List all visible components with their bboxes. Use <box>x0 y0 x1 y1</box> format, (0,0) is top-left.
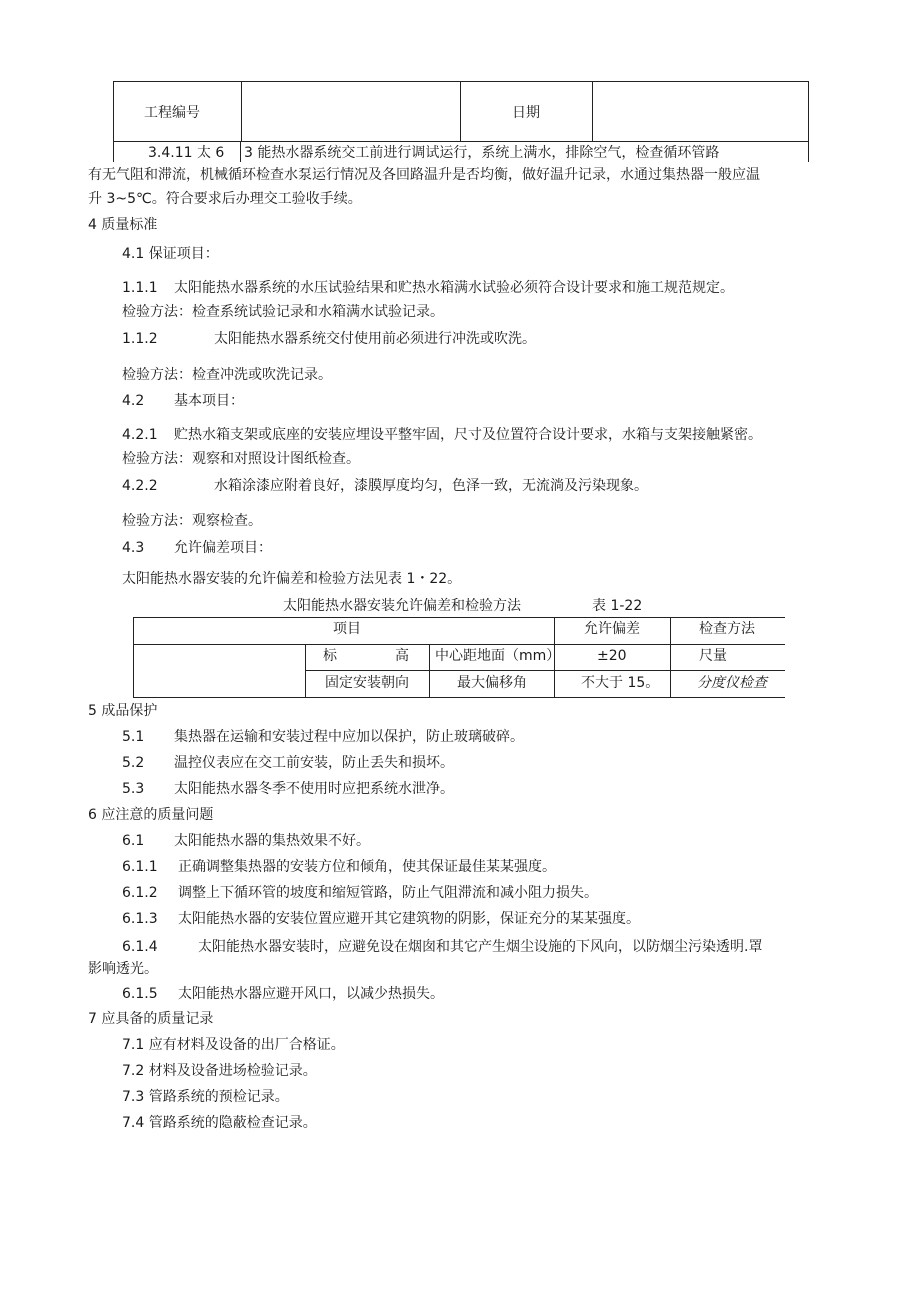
record-item: 7.4 管路系统的隐蔽检查记录。 <box>122 1115 317 1131</box>
item-text: 水箱涂漆应附着良好，漆膜厚度均匀，色泽一致，无流淌及污染现象。 <box>214 478 648 494</box>
section-number: 4.3 <box>122 540 145 556</box>
table-rule <box>133 617 134 697</box>
item-number: 6.1.4 <box>122 939 158 955</box>
item-text: 太阳能热水器安装时，应避免设在烟囱和其它产生烟尘设施的下风向，以防烟尘污染透明.罩 <box>198 939 763 955</box>
section-number: 4.2 <box>122 393 145 409</box>
item-text: 正确调整集热器的安装方位和倾角，使其保证最佳某某强度。 <box>178 859 556 875</box>
item-text: 温控仪表应在交工前安装，防止丢失和损坏。 <box>174 755 454 771</box>
intro-line-2: 有无气阻和滞流，机械循环检查水泵运行情况及各回路温升是否均衡，做好温升记录，水通过集热器一般应温 <box>88 167 760 183</box>
item-number: 6.1 <box>122 833 145 849</box>
divider <box>240 142 241 162</box>
row-tolerance: 不大于 15。 <box>581 675 660 691</box>
item-number: 6.1.5 <box>122 986 158 1002</box>
item-number: 6.1.2 <box>122 885 158 901</box>
table-rule <box>305 644 306 697</box>
item-number: 5.3 <box>122 781 145 797</box>
row-method: 分度仪检查 <box>697 675 767 691</box>
row-item-part-b: 高 <box>395 648 409 664</box>
intro-line-3: 升 3~5℃。符合要求后办理交工验收手续。 <box>88 191 362 207</box>
tolerance-table <box>133 617 785 697</box>
item-text: 太阳能热水器的安装位置应避开其它建筑物的阴影，保证充分的某某强度。 <box>178 911 640 927</box>
intro-section-no: 3.4.11 太 6 <box>148 145 225 161</box>
divider <box>460 82 461 141</box>
table-number: 表 1-22 <box>592 598 643 614</box>
row-sub-item: 最大偏移角 <box>457 675 527 691</box>
record-item: 7.1 应有材料及设备的出厂合格证。 <box>122 1037 345 1053</box>
column-header-item: 项目 <box>333 621 361 637</box>
section-5-title: 5 成品保护 <box>88 703 158 719</box>
item-text: 集热器在运输和安装过程中应加以保护，防止玻璃破碎。 <box>174 729 524 745</box>
table-rule <box>429 644 430 697</box>
item-number: 5.2 <box>122 755 145 771</box>
section-4-3-title: 允许偏差项目： <box>174 540 272 556</box>
header-table <box>113 81 809 142</box>
table-rule <box>670 617 671 697</box>
section-7-title: 7 应具备的质量记录 <box>88 1011 214 1027</box>
table-rule <box>133 644 785 645</box>
inspection-method: 检验方法：检查冲洗或吹洗记录。 <box>122 367 332 383</box>
date-label: 日期 <box>512 105 540 121</box>
item-number: 1.1.2 <box>122 331 158 347</box>
table-rule <box>133 617 785 618</box>
record-item: 7.3 管路系统的预检记录。 <box>122 1089 289 1105</box>
item-text: 太阳能热水器的集热效果不好。 <box>174 833 370 849</box>
item-number: 1.1.1 <box>122 280 158 296</box>
inspection-method: 检验方法：检查系统试验记录和水箱满水试验记录。 <box>122 304 444 320</box>
divider <box>592 82 593 141</box>
table-rule <box>305 670 785 671</box>
divider <box>808 142 809 162</box>
item-number: 4.2.2 <box>122 478 158 494</box>
item-number: 5.1 <box>122 729 145 745</box>
column-header-tolerance: 允许偏差 <box>584 621 640 637</box>
divider <box>113 142 114 162</box>
item-text-continued: 影响透光。 <box>88 961 158 977</box>
record-item: 7.2 材料及设备进场检验记录。 <box>122 1063 317 1079</box>
inspection-method: 检验方法：观察和对照设计图纸检查。 <box>122 451 360 467</box>
row-tolerance: ±20 <box>597 648 627 664</box>
section-6-title: 6 应注意的质量问题 <box>88 807 214 823</box>
row-item: 固定安装朝向 <box>325 675 409 691</box>
item-text: 太阳能热水器应避开风口，以减少热损失。 <box>178 986 444 1002</box>
section-4-1-title: 4.1 保证项目： <box>122 246 219 262</box>
column-header-method: 检查方法 <box>699 621 755 637</box>
item-text: 贮热水箱支架或底座的安装应埋设平整牢固，尺寸及位置符合设计要求，水箱与支架接触紧密。 <box>174 427 762 443</box>
item-number: 6.1.3 <box>122 911 158 927</box>
divider <box>241 82 242 141</box>
table-caption: 太阳能热水器安装允许偏差和检验方法 <box>283 598 521 614</box>
row-sub-item: 中心距地面（mm） <box>435 648 561 664</box>
item-text: 调整上下循环管的坡度和缩短管路，防止气阻滞流和减小阻力损失。 <box>178 885 598 901</box>
row-method: 尺量 <box>699 648 727 664</box>
section-4-2-title: 基本项目： <box>174 393 244 409</box>
item-text: 太阳能热水器系统交付使用前必须进行冲洗或吹洗。 <box>214 331 536 347</box>
item-text: 太阳能热水器冬季不使用时应把系统水泄净。 <box>174 781 454 797</box>
section-4-title: 4 质量标准 <box>88 217 158 233</box>
item-text: 太阳能热水器系统的水压试验结果和贮热水箱满水试验必须符合设计要求和施工规范规定。 <box>174 280 734 296</box>
intro-line-1: 3 能热水器系统交工前进行调试运行，系统上满水，排除空气，检查循环管路 <box>244 145 720 161</box>
inspection-method: 检验方法：观察检查。 <box>122 513 262 529</box>
table-rule <box>133 697 785 698</box>
item-number: 6.1.1 <box>122 859 158 875</box>
item-number: 4.2.1 <box>122 427 158 443</box>
project-no-label: 工程编号 <box>144 105 200 121</box>
row-item-part-a: 标 <box>323 648 337 664</box>
table-reference: 太阳能热水器安装的允许偏差和检验方法见表 1・22。 <box>122 571 462 587</box>
